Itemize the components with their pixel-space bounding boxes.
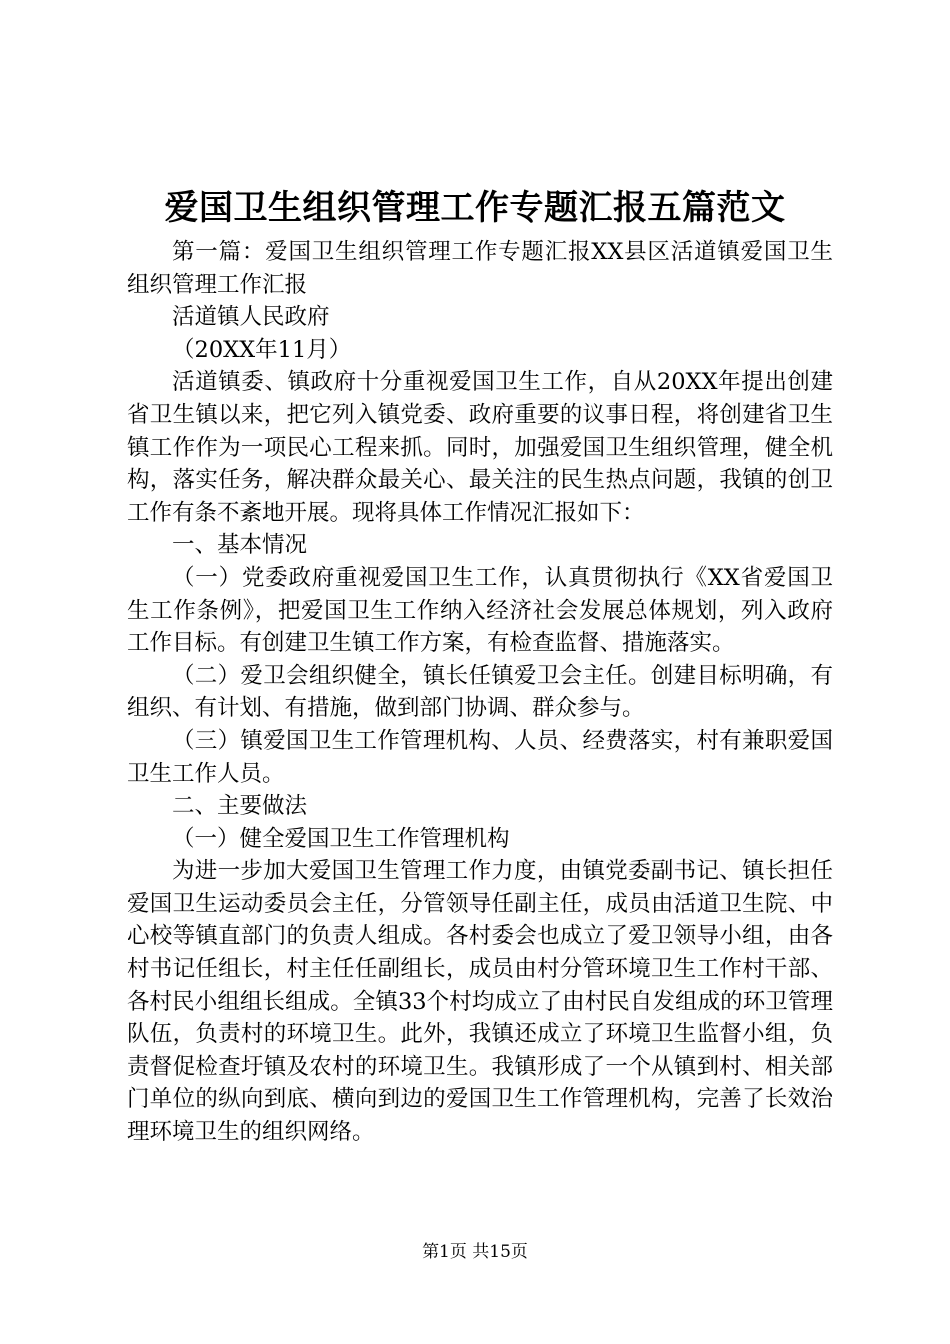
paragraph-basic-1: （一）党委政府重视爱国卫生工作，认真贯彻执行《XX省爱国卫生工作条例》，把爱国卫生工作纳入经济社会发展总体规划，列入政府工作目标。有创建卫生镇工作方案，有检查监督、措施落实。 <box>127 564 833 657</box>
paragraph-issuer: 活道镇人民政府 <box>172 304 330 331</box>
section-heading-main-practices: 二、主要做法 <box>172 793 308 820</box>
paragraph-intro: 活道镇委、镇政府十分重视爱国卫生工作，自从20XX年提出创建省卫生镇以来，把它列入镇党委、政府重要的议事日程，将创建省卫生镇工作作为一项民心工程来抓。同时，加强爱国卫生组织管理，健全机构，落实任务，解决群众最关心、最关注的民生热点问题，我镇的创卫工作有条不紊地开展。现将具体工作情况汇报如下： <box>127 369 833 526</box>
paragraph-date: （20XX年11月） <box>172 336 352 363</box>
paragraph-chapter-heading: 第一篇：爱国卫生组织管理工作专题汇报XX县区活道镇爱国卫生组织管理工作汇报 <box>127 239 833 298</box>
paragraph-basic-2: （二）爱卫会组织健全，镇长任镇爱卫会主任。创建目标明确，有组织、有计划、有措施，做到部门协调、群众参与。 <box>127 662 833 722</box>
paragraph-basic-3: （三）镇爱国卫生工作管理机构、人员、经费落实，村有兼职爱国卫生工作人员。 <box>127 727 833 787</box>
document-body <box>127 236 833 1149</box>
section-heading-basic-situation: 一、基本情况 <box>172 532 308 559</box>
page-footer: 第1页 共15页 <box>422 1242 528 1262</box>
subsection-heading-management-agency: （一）健全爱国卫生工作管理机构 <box>172 825 510 852</box>
paragraph-management-agency: 为进一步加大爱国卫生管理工作力度，由镇党委副书记、镇长担任爱国卫生运动委员会主任，分管领导任副主任，成员由活道卫生院、中心校等镇直部门的负责人组成。各村委会也成立了爱卫领导小组，由各村书记任组长，村主任任副组长，成员由村分管环境卫生工作村干部、各村民小组组长组成。全镇33个村均成立了由村民自发组成的环卫管理队伍，负责村的环境卫生。此外，我镇还成立了环境卫生监督小组，负责督促检查圩镇及农村的环境卫生。我镇形成了一个从镇到村、相关部门单位的纵向到底、横向到边的爱国卫生工作管理机构，完善了长效治理环境卫生的组织网络。 <box>127 858 833 1146</box>
document-title: 爱国卫生组织管理工作专题汇报五篇范文 <box>164 188 786 228</box>
